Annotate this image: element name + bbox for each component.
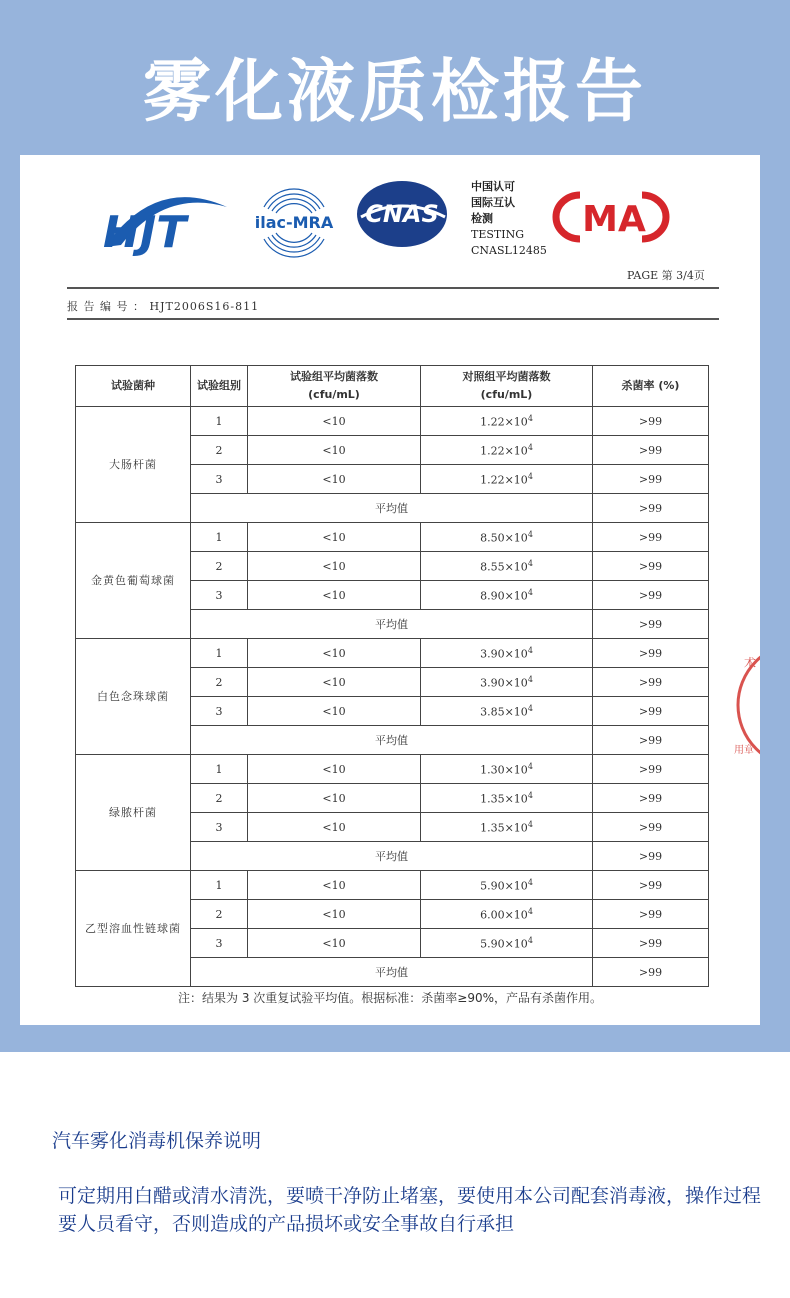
cnas-logo-text: CNAS: [365, 200, 439, 228]
control-count-base: 1.35×10: [480, 792, 528, 806]
table-row: [76, 639, 709, 668]
table-body: [76, 407, 709, 987]
control-count-exponent: 4: [527, 935, 533, 945]
kill-rate-cell: >99: [593, 784, 709, 813]
control-count-base: 3.90×10: [480, 676, 528, 690]
control-count-cell: [421, 639, 593, 668]
test-count-cell: <10: [248, 407, 421, 436]
group-cell: 1: [191, 871, 248, 900]
report-sheet: [20, 155, 760, 1025]
kill-rate-cell: >99: [593, 929, 709, 958]
header-test-count-label: 试验组平均菌落数: [290, 370, 378, 383]
group-cell: 3: [191, 465, 248, 494]
accreditation-text: [471, 179, 547, 259]
kill-rate-cell: >99: [593, 697, 709, 726]
control-count-cell: [421, 755, 593, 784]
hjt-logo: [95, 185, 230, 265]
average-label: 平均值: [191, 494, 593, 523]
report-number: [67, 298, 259, 314]
control-count-exponent: 4: [527, 703, 533, 713]
kill-rate-cell: >99: [593, 436, 709, 465]
group-cell: 1: [191, 755, 248, 784]
control-count-cell: [421, 465, 593, 494]
stamp-text-bottom: 用章: [734, 745, 754, 756]
group-cell: 1: [191, 407, 248, 436]
control-count-base: 3.85×10: [480, 705, 528, 719]
average-label: 平均值: [191, 726, 593, 755]
control-count-exponent: 4: [527, 529, 533, 539]
control-count-base: 1.22×10: [480, 444, 528, 458]
group-cell: 2: [191, 436, 248, 465]
group-cell: 3: [191, 929, 248, 958]
control-count-base: 8.50×10: [480, 531, 528, 545]
test-count-cell: <10: [248, 813, 421, 842]
control-count-exponent: 4: [527, 906, 533, 916]
control-count-cell: [421, 523, 593, 552]
hjt-logo-text: HJT: [103, 207, 187, 258]
kill-rate-cell: >99: [593, 813, 709, 842]
divider: [67, 318, 719, 320]
control-count-exponent: 4: [527, 587, 533, 597]
average-label: 平均值: [191, 842, 593, 871]
control-count-exponent: 4: [527, 877, 533, 887]
organism-cell: 乙型溶血性链球菌: [76, 871, 191, 987]
kill-rate-cell: >99: [593, 581, 709, 610]
test-count-cell: <10: [248, 465, 421, 494]
header-control-count-unit: (cfu/mL): [480, 388, 533, 401]
control-count-base: 3.90×10: [480, 647, 528, 661]
test-count-cell: <10: [248, 755, 421, 784]
table-row: [76, 523, 709, 552]
control-count-exponent: 4: [527, 442, 533, 452]
ilac-mra-logo: [248, 177, 340, 269]
control-count-base: 5.90×10: [480, 879, 528, 893]
control-count-exponent: 4: [527, 471, 533, 481]
kill-rate-cell: >99: [593, 900, 709, 929]
header-organism: 试验菌种: [76, 366, 191, 407]
control-count-exponent: 4: [527, 819, 533, 829]
group-cell: 3: [191, 697, 248, 726]
test-count-cell: <10: [248, 784, 421, 813]
kill-rate-cell: >99: [593, 639, 709, 668]
control-count-cell: [421, 436, 593, 465]
kill-rate-cell: >99: [593, 871, 709, 900]
cert-line: 中国认可: [471, 180, 515, 193]
header-test-count-unit: (cfu/mL): [308, 388, 360, 401]
table-row: [76, 407, 709, 436]
control-count-cell: [421, 697, 593, 726]
average-label: 平均值: [191, 610, 593, 639]
maintenance-title: 汽车雾化消毒机保养说明: [52, 1130, 262, 1152]
cert-line: 检测: [471, 212, 493, 225]
table-header-row: [76, 366, 709, 407]
stamp-text-top: 术: [744, 656, 757, 670]
header-control-count-label: 对照组平均菌落数: [462, 370, 551, 383]
control-count-cell: [421, 900, 593, 929]
organism-cell: 金黄色葡萄球菌: [76, 523, 191, 639]
seal-stamp: [720, 625, 760, 785]
cma-logo: [550, 189, 670, 245]
group-cell: 3: [191, 581, 248, 610]
header-control-count: [421, 366, 593, 407]
results-table: [75, 365, 709, 987]
test-count-cell: <10: [248, 900, 421, 929]
control-count-base: 1.22×10: [480, 415, 528, 429]
control-count-cell: [421, 871, 593, 900]
kill-rate-cell: >99: [593, 407, 709, 436]
group-cell: 1: [191, 523, 248, 552]
test-count-cell: <10: [248, 552, 421, 581]
test-count-cell: <10: [248, 639, 421, 668]
kill-rate-cell: >99: [593, 523, 709, 552]
average-kill-rate: >99: [593, 494, 709, 523]
control-count-cell: [421, 784, 593, 813]
control-count-exponent: 4: [527, 790, 533, 800]
cma-logo-text: MA: [582, 199, 646, 240]
cert-line: 国际互认: [471, 196, 515, 209]
report-number-value: HJT2006S16-811: [149, 300, 260, 313]
average-kill-rate: >99: [593, 842, 709, 871]
table-note: 注：结果为 3 次重复试验平均值。根据标准：杀菌率≥90%，产品有杀菌作用。: [178, 991, 602, 1005]
average-kill-rate: >99: [593, 726, 709, 755]
average-kill-rate: >99: [593, 610, 709, 639]
control-count-exponent: 4: [527, 413, 533, 423]
average-label: 平均值: [191, 958, 593, 987]
table-row: [76, 871, 709, 900]
control-count-cell: [421, 668, 593, 697]
kill-rate-cell: >99: [593, 465, 709, 494]
maintenance-body: 可定期用白醋或清水清洗，要喷干净防止堵塞，要使用本公司配套消毒液，操作过程要人员看守，否则造成的产品损坏或安全事故自行承担: [58, 1185, 762, 1235]
control-count-cell: [421, 552, 593, 581]
page-title: 雾化液质检报告: [142, 53, 647, 132]
page-number: PAGE 第 3/4页: [627, 269, 705, 282]
test-count-cell: <10: [248, 871, 421, 900]
test-count-cell: <10: [248, 436, 421, 465]
report-number-label: 报 告 编 号 ：: [67, 300, 145, 313]
cnas-logo: [355, 179, 450, 249]
header-group: 试验组别: [191, 366, 248, 407]
control-count-base: 5.90×10: [480, 937, 528, 951]
control-count-cell: [421, 929, 593, 958]
group-cell: 2: [191, 552, 248, 581]
control-count-base: 1.22×10: [480, 473, 528, 487]
header-kill-rate: 杀菌率 (%): [593, 366, 709, 407]
control-count-cell: [421, 407, 593, 436]
control-count-base: 8.90×10: [480, 589, 528, 603]
cert-line: CNASL12485: [471, 244, 547, 257]
control-count-base: 1.30×10: [480, 763, 528, 777]
control-count-base: 8.55×10: [480, 560, 528, 574]
header-test-count: [248, 366, 421, 407]
control-count-exponent: 4: [527, 645, 533, 655]
group-cell: 1: [191, 639, 248, 668]
control-count-base: 1.35×10: [480, 821, 528, 835]
group-cell: 2: [191, 900, 248, 929]
group-cell: 2: [191, 668, 248, 697]
control-count-exponent: 4: [527, 558, 533, 568]
divider: [67, 287, 719, 289]
organism-cell: 白色念珠球菌: [76, 639, 191, 755]
kill-rate-cell: >99: [593, 755, 709, 784]
test-count-cell: <10: [248, 523, 421, 552]
control-count-exponent: 4: [527, 761, 533, 771]
average-kill-rate: >99: [593, 958, 709, 987]
control-count-base: 6.00×10: [480, 908, 528, 922]
kill-rate-cell: >99: [593, 552, 709, 581]
group-cell: 3: [191, 813, 248, 842]
ilac-logo-text: ilac-MRA: [254, 213, 334, 232]
test-count-cell: <10: [248, 668, 421, 697]
test-count-cell: <10: [248, 581, 421, 610]
test-count-cell: <10: [248, 929, 421, 958]
control-count-cell: [421, 813, 593, 842]
control-count-exponent: 4: [527, 674, 533, 684]
organism-cell: 绿脓杆菌: [76, 755, 191, 871]
test-count-cell: <10: [248, 697, 421, 726]
kill-rate-cell: >99: [593, 668, 709, 697]
cert-line: TESTING: [471, 228, 524, 241]
group-cell: 2: [191, 784, 248, 813]
table-row: [76, 755, 709, 784]
organism-cell: 大肠杆菌: [76, 407, 191, 523]
control-count-cell: [421, 581, 593, 610]
